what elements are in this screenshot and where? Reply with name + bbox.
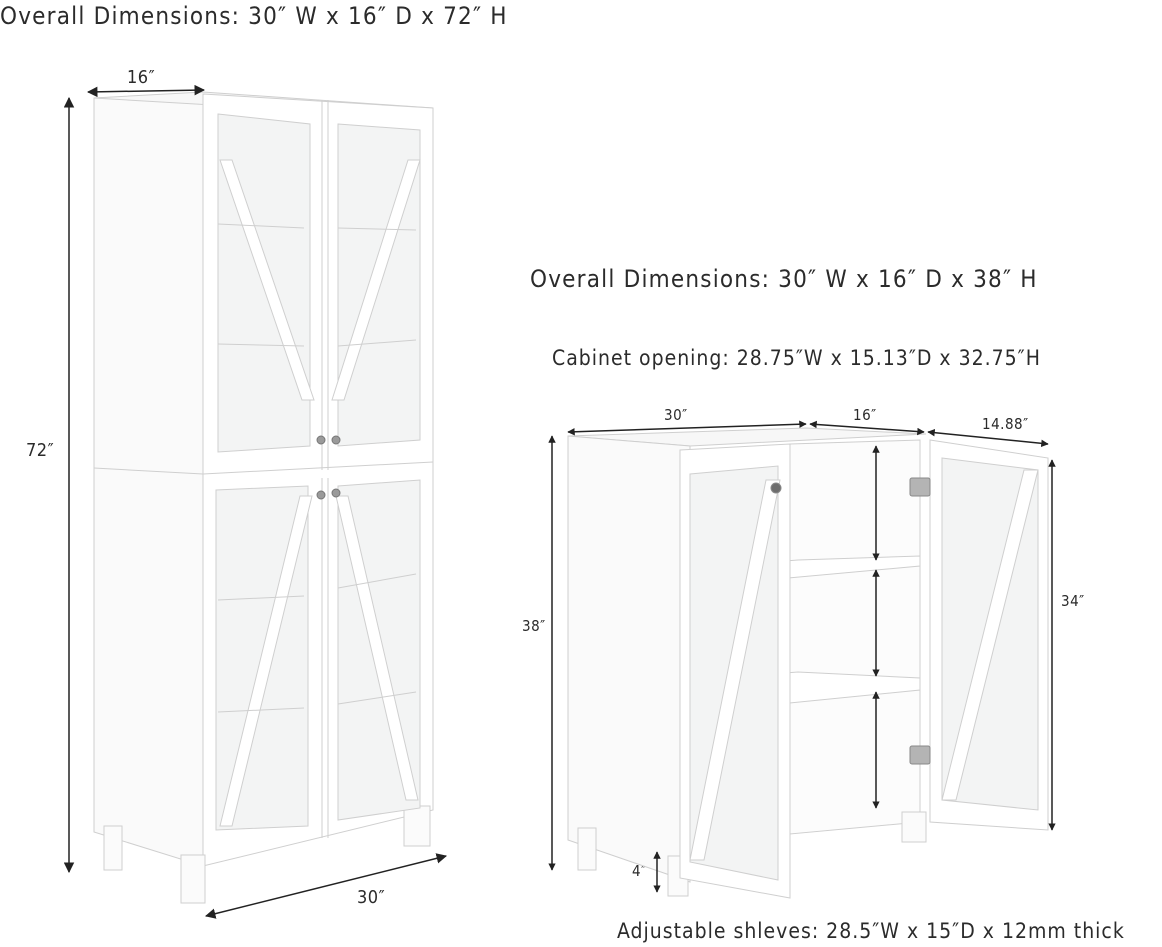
tall-depth-arrow <box>88 90 204 92</box>
tall-side-panel <box>94 94 203 866</box>
short-width-label: 30″ <box>664 406 688 424</box>
short-leg-back-left <box>578 828 596 870</box>
door-height-label: 34″ <box>1061 592 1085 610</box>
tall-height-label: 72″ <box>26 440 55 461</box>
adjustable-shelves-label: Adjustable shleves: 28.5″W x 15″D x 12mm thick <box>617 919 1125 943</box>
short-height-label: 38″ <box>522 617 546 635</box>
tall-leg-front-left <box>181 855 205 903</box>
tall-leg-front-right <box>404 806 430 846</box>
tall-cabinet-title: Overall Dimensions: 30″ W x 16″ D x 72″ H <box>0 2 508 30</box>
cabinet-opening-label: Cabinet opening: 28.75″W x 15.13″D x 32.75″H <box>552 346 1041 370</box>
tall-cabinet-drawing <box>94 92 433 903</box>
door-width-label: 14.88″ <box>982 415 1029 433</box>
short-cabinet-drawing <box>568 428 1048 898</box>
hinge-bottom-icon <box>910 746 930 764</box>
tall-leg-back-left <box>104 826 122 870</box>
short-depth-label: 16″ <box>853 406 877 424</box>
short-interior <box>790 440 920 834</box>
hinge-top-icon <box>910 478 930 496</box>
tall-width-label: 30″ <box>357 887 386 908</box>
tall-depth-label: 16″ <box>127 67 156 88</box>
short-leg-front-right <box>902 812 926 842</box>
tall-width-arrow <box>206 856 446 916</box>
short-side-panel <box>568 436 690 882</box>
leg-height-label: 4″ <box>632 862 647 880</box>
knob-icon <box>771 483 781 493</box>
short-cabinet-title: Overall Dimensions: 30″ W x 16″ D x 38″ H <box>530 265 1038 293</box>
